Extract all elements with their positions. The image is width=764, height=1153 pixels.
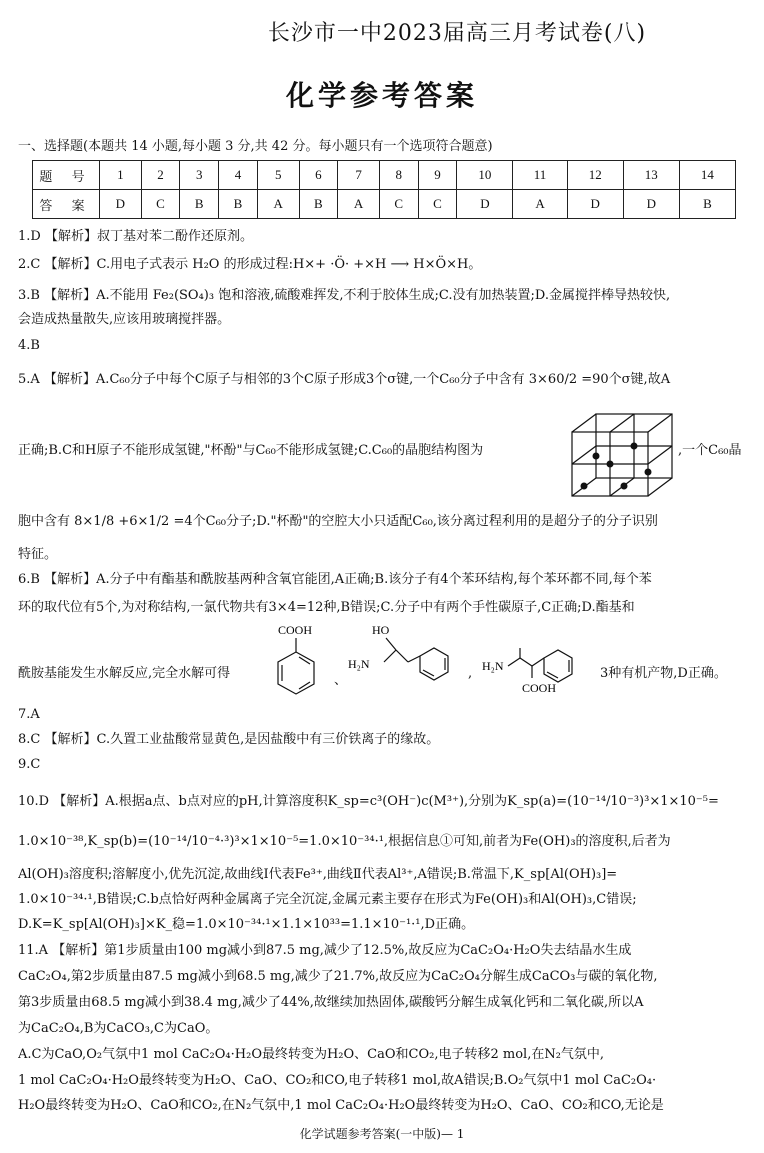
answer-cell: B xyxy=(219,190,258,219)
answer-row xyxy=(33,190,736,219)
q11-explanation-line5: A.C为CaO,O₂气氛中1 mol CaC₂O₄·H₂O最终转变为H₂O、CaO和CO₂,电子转移2 mol,在N₂气氛中, xyxy=(18,1047,605,1062)
page-footer: 化学试题参考答案(一中版)— 1 xyxy=(299,1127,465,1141)
question-number-cell: 4 xyxy=(219,161,258,190)
amino-alcohol-h2n-label: H₂N xyxy=(348,657,370,671)
structure-separator-2: , xyxy=(468,666,473,681)
question-number-cell: 1 xyxy=(100,161,142,190)
q11-explanation-line2: CaC₂O₄,第2步质量由87.5 mg减小到68.5 mg,减少了21.7%,故反应为CaC₂O₄分解生成CaCO₃与碳的氧化物, xyxy=(18,969,658,984)
q3-explanation-line1: 3.B 【解析】A.不能用 Fe₂(SO₄)₃ 饱和溶液,硫酸难挥发,不利于胶体生成;C.没有加热装置;D.金属搅拌棒导热较快, xyxy=(18,288,671,303)
question-number-cell: 13 xyxy=(623,161,679,190)
q6-explanation-line3: 酰胺基能发生水解反应,完全水解可得 xyxy=(18,666,231,681)
answer-cell: C xyxy=(379,190,418,219)
q11-explanation-line4: 为CaC₂O₄,B为CaCO₃,C为CaO。 xyxy=(18,1021,219,1036)
q6-explanation-line3-end: 3种有机产物,D正确。 xyxy=(600,666,727,681)
q1-explanation: 1.D 【解析】叔丁基对苯二酚作还原剂。 xyxy=(18,229,253,244)
q11-explanation-line3: 第3步质量由68.5 mg减小到38.4 mg,减少了44%,故继续加热固体,碳酸钙分解生成氧化钙和二氧化碳,所以A xyxy=(18,995,644,1010)
question-number-cell: 12 xyxy=(567,161,623,190)
question-number-cell: 3 xyxy=(180,161,219,190)
q10-explanation-line4: 1.0×10⁻³⁴·¹,B错误;C.b点恰好两种金属离子完全沉淀,金属元素主要存在形式为Fe(OH)₃和Al(OH)₃,C错误; xyxy=(18,892,637,907)
q7-answer: 7.A xyxy=(18,707,40,722)
exam-header-text: 长沙市一中2023届高三月考试卷(八) xyxy=(267,21,647,46)
answer-cell: B xyxy=(180,190,219,219)
q5-explanation-line2-end: ,一个C₆₀晶 xyxy=(678,443,742,458)
answer-cell: D xyxy=(457,190,513,219)
answer-cell: A xyxy=(513,190,567,219)
q5-explanation-line1: 5.A 【解析】A.C₆₀分子中每个C原子与相邻的3个C原子形成3个σ键,一个C₆₀分子中含有 3×60/2 =90个σ键,故A xyxy=(18,372,671,387)
answer-cell: C xyxy=(418,190,457,219)
answer-cell: B xyxy=(679,190,735,219)
question-number-cell: 11 xyxy=(513,161,567,190)
answer-cell: A xyxy=(257,190,299,219)
amino-alcohol-structure xyxy=(348,622,460,692)
q3-explanation-line2: 会造成热量散失,应该用玻璃搅拌器。 xyxy=(18,312,231,327)
benzoic-cooh-label: COOH xyxy=(278,623,313,637)
answer-table xyxy=(32,160,736,219)
answer-cell: D xyxy=(100,190,142,219)
question-number-cell: 6 xyxy=(299,161,338,190)
q6-explanation-line2: 环的取代位有5个,为对称结构,一氯代物共有3×4=12种,B错误;C.分子中有两个手性碳原子,C正确;D.酯基和 xyxy=(18,600,635,615)
structure-separator: 、 xyxy=(334,673,348,688)
q5-explanation-line4: 特征。 xyxy=(18,547,58,562)
q11-explanation-line7: H₂O最终转变为H₂O、CaO和CO₂,在N₂气氛中,1 mol CaC₂O₄·H₂O最终转变为H₂O、CaO、CO₂和CO,无论是 xyxy=(18,1098,664,1113)
q10-explanation-line2: 1.0×10⁻³⁸,K_sp(b)=(10⁻¹⁴/10⁻⁴·³)³×1×10⁻⁵=1.0×10⁻³⁴·¹,根据信息①可知,前者为Fe(OH)₃的溶度积,后者为 xyxy=(18,834,671,849)
question-number-cell: 2 xyxy=(141,161,180,190)
question-number-cell: 7 xyxy=(338,161,380,190)
answer-cell: D xyxy=(567,190,623,219)
row-header-answer: 答 案 xyxy=(33,190,100,219)
q5-explanation-line2: 正确;B.C和H原子不能形成氢键,"杯酚"与C₆₀不能形成氢键;C.C₆₀的晶胞结构图为 xyxy=(18,443,484,458)
answer-cell: D xyxy=(623,190,679,219)
exam-header xyxy=(0,16,764,47)
section-heading: 一、选择题(本题共 14 小题,每小题 3 分,共 42 分。每小题只有一个选项符合题意) xyxy=(18,139,493,154)
answer-cell: B xyxy=(299,190,338,219)
phenylalanine-h2n-label: H₂N xyxy=(482,659,504,673)
c60-unit-cell-diagram xyxy=(568,410,678,500)
q4-answer: 4.B xyxy=(18,338,40,353)
question-number-cell: 9 xyxy=(418,161,457,190)
page-title: 化学参考答案 xyxy=(285,79,478,112)
question-number-cell: 8 xyxy=(379,161,418,190)
phenylalanine-cooh-label: COOH xyxy=(522,681,557,695)
question-number-row xyxy=(33,161,736,190)
question-number-cell: 10 xyxy=(457,161,513,190)
benzoic-acid-structure xyxy=(268,620,324,706)
q10-explanation-line5: D.K=K_sp[Al(OH)₃]×K_稳=1.0×10⁻³⁴·¹×1.1×10³³=1.1×10⁻¹·¹,D正确。 xyxy=(18,917,475,932)
q9-answer: 9.C xyxy=(18,757,41,772)
q8-explanation: 8.C 【解析】C.久置工业盐酸常显黄色,是因盐酸中有三价铁离子的缘故。 xyxy=(18,732,440,747)
answer-cell: A xyxy=(338,190,380,219)
row-header-question: 题 号 xyxy=(33,161,100,190)
answer-cell: C xyxy=(141,190,180,219)
q6-explanation-line1: 6.B 【解析】A.分子中有酯基和酰胺基两种含氧官能团,A正确;B.该分子有4个苯环结构,每个苯环都不同,每个苯 xyxy=(18,572,652,587)
q11-explanation-line1: 11.A 【解析】第1步质量由100 mg减小到87.5 mg,减少了12.5%,故反应为CaC₂O₄·H₂O失去结晶水生成 xyxy=(18,943,632,958)
q11-explanation-line6: 1 mol CaC₂O₄·H₂O最终转变为H₂O、CaO、CO₂和CO,电子转移1 mol,故A错误;B.O₂气氛中1 mol CaC₂O₄· xyxy=(18,1073,657,1088)
amino-alcohol-ho-label: HO xyxy=(372,623,390,637)
question-number-cell: 5 xyxy=(257,161,299,190)
q10-explanation-line1: 10.D 【解析】A.根据a点、b点对应的pH,计算溶度积K_sp=c³(OH⁻)c(M³⁺),分别为K_sp(a)=(10⁻¹⁴/10⁻³)³×1×10⁻⁵= xyxy=(18,794,719,809)
phenylalanine-structure xyxy=(482,640,594,700)
question-number-cell: 14 xyxy=(679,161,735,190)
q5-explanation-line3: 胞中含有 8×1/8 +6×1/2 =4个C₆₀分子;D."杯酚"的空腔大小只适配C₆₀,该分离过程利用的是超分子的分子识别 xyxy=(18,514,658,529)
q2-explanation: 2.C 【解析】C.用电子式表示 H₂O 的形成过程:H×+ ·Ö· +×H ⟶ H×Ö×H。 xyxy=(18,257,482,272)
q10-explanation-line3: Al(OH)₃溶度积;溶解度小,优先沉淀,故曲线Ⅰ代表Fe³⁺,曲线Ⅱ代表Al³⁺,A错误;B.常温下,K_sp[Al(OH)₃]= xyxy=(18,867,618,882)
